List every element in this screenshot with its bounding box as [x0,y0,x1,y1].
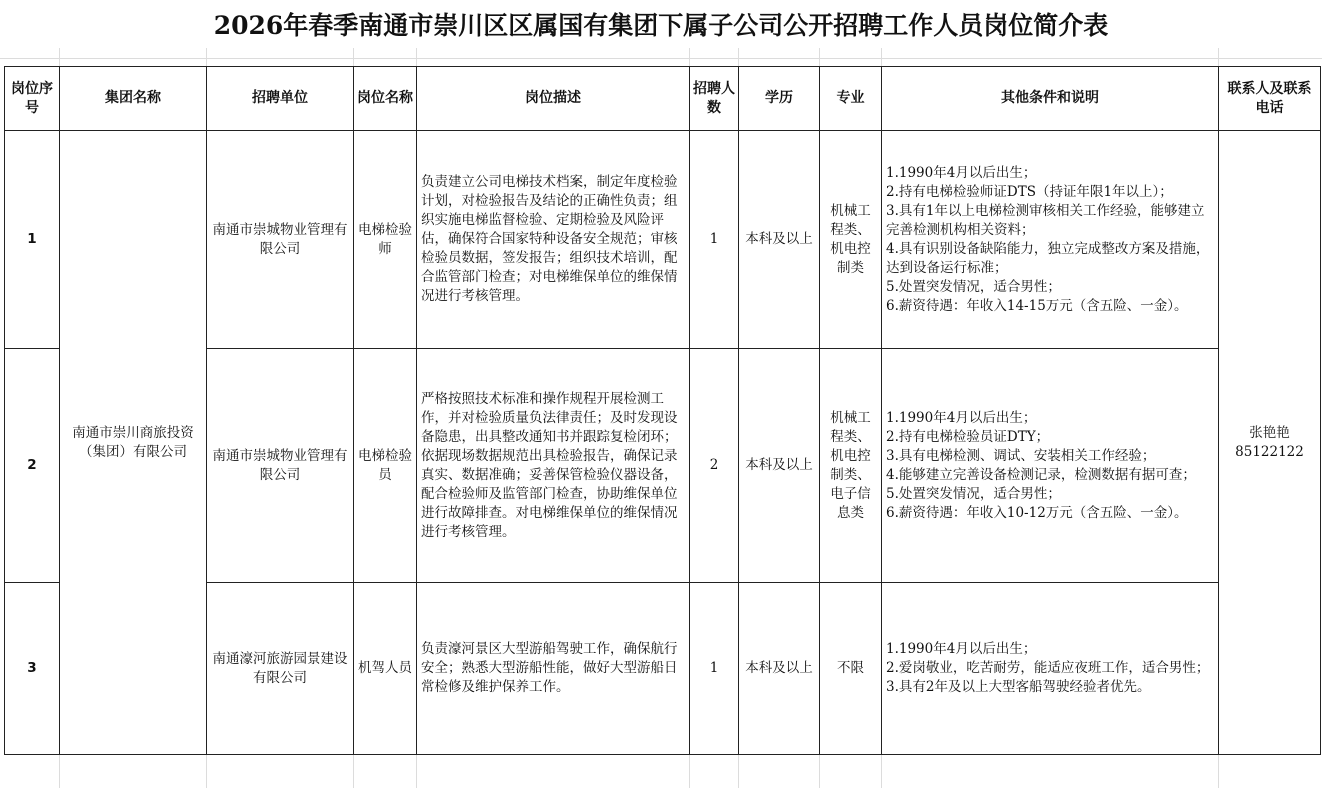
condition-line: 3.具有电梯检测、调试、安装相关工作经验； [886,447,1156,464]
condition-line: 2.爱岗敬业，吃苦耐劳，能适应夜班工作，适合男性； [886,660,1210,676]
contact-name: 张艳艳 [1249,424,1290,441]
unit-cell: 南通市崇城物业管理有限公司 [207,349,354,583]
major-cell: 机械工程类、机电控制类、电子信息类 [820,349,882,583]
page-title: 2026年春季南通市崇川区区属国有集团下属子公司公开招聘工作人员岗位简介表 [0,0,1322,48]
conditions-cell [882,349,1219,583]
count-cell: 2 [690,349,739,583]
header-education: 学历 [739,67,820,131]
header-unit: 招聘单位 [207,67,354,131]
condition-line: 5.处置突发情况，适合男性； [886,485,1061,502]
condition-line: 6.薪资待遇：年收入10-12万元（含五险、一金）。 [886,504,1188,521]
position-cell: 机驾人员 [354,583,417,755]
major-cell: 不限 [820,583,882,755]
table-row [5,131,1321,349]
condition-line: 3.具有2年及以上大型客船驾驶经验者优先。 [886,679,1151,695]
header-major: 专业 [820,67,882,131]
seq-cell: 2 [5,349,60,583]
header-position: 岗位名称 [354,67,417,131]
header-row [5,67,1321,131]
education-cell: 本科及以上 [739,349,820,583]
description-cell: 负责濠河景区大型游船驾驶工作，确保航行安全；熟悉大型游船性能，做好大型游船日常检修及维护保养工作。 [417,583,690,755]
education-cell: 本科及以上 [739,131,820,349]
seq-cell: 1 [5,131,60,349]
description-cell: 严格按照技术标准和操作规程开展检测工作，并对检验质量负法律责任；及时发现设备隐患，出具整改通知书并跟踪复检闭环；依据现场数据规范出具检验报告，确保记录真实、数据准确；妥善保管检验仪器设备，配合检验师及监管部门检查，协助维保单位进行故障排查。对电梯维保单位的维保情况进行考核管理。 [417,349,690,583]
header-seq: 岗位序号 [5,67,60,131]
education-cell: 本科及以上 [739,583,820,755]
condition-line: 2.持有电梯检验员证DTY； [886,428,1050,445]
unit-cell: 南通濠河旅游园景建设有限公司 [207,583,354,755]
condition-line: 4.具有识别设备缺陷能力，独立完成整改方案及措施，达到设备运行标准； [886,240,1210,276]
position-cell: 电梯检验员 [354,349,417,583]
condition-line: 1.1990年4月以后出生； [886,641,1037,657]
header-description: 岗位描述 [417,67,690,131]
position-cell: 电梯检验师 [354,131,417,349]
header-group: 集团名称 [60,67,207,131]
condition-line: 5.处置突发情况，适合男性； [886,278,1061,295]
condition-line: 3.具有1年以上电梯检测审核相关工作经验，能够建立完善检测机构相关资料； [886,202,1205,238]
description-cell: 负责建立公司电梯技术档案，制定年度检验计划，对检验报告及结论的正确性负责；组织实施电梯监督检验、定期检验及风险评估，确保符合国家特种设备安全规范；审核检验员数据，签发报告；组织技术培训，配合监管部门检查；对电梯维保单位的维保情况进行考核管理。 [417,131,690,349]
count-cell: 1 [690,131,739,349]
conditions-cell [882,583,1219,755]
condition-line: 6.薪资待遇：年收入14-15万元（含五险、一金）。 [886,297,1188,314]
header-count: 招聘人数 [690,67,739,131]
condition-line: 1.1990年4月以后出生； [886,409,1037,426]
condition-line: 2.持有电梯检验师证DTS（持证年限1年以上）； [886,183,1173,200]
contact-phone: 85122122 [1235,443,1304,460]
condition-line: 1.1990年4月以后出生； [886,164,1037,181]
count-cell: 1 [690,583,739,755]
unit-cell: 南通市崇城物业管理有限公司 [207,131,354,349]
header-conditions: 其他条件和说明 [882,67,1219,131]
conditions-cell [882,131,1219,349]
seq-cell: 3 [5,583,60,755]
contact-cell [1219,131,1321,755]
condition-line: 4.能够建立完善设备检测记录，检测数据有据可查； [886,466,1196,483]
header-contact: 联系人及联系电话 [1219,67,1321,131]
major-cell: 机械工程类、机电控制类 [820,131,882,349]
group-name-cell: 南通市崇川商旅投资（集团）有限公司 [60,131,207,755]
positions-table [4,66,1321,755]
